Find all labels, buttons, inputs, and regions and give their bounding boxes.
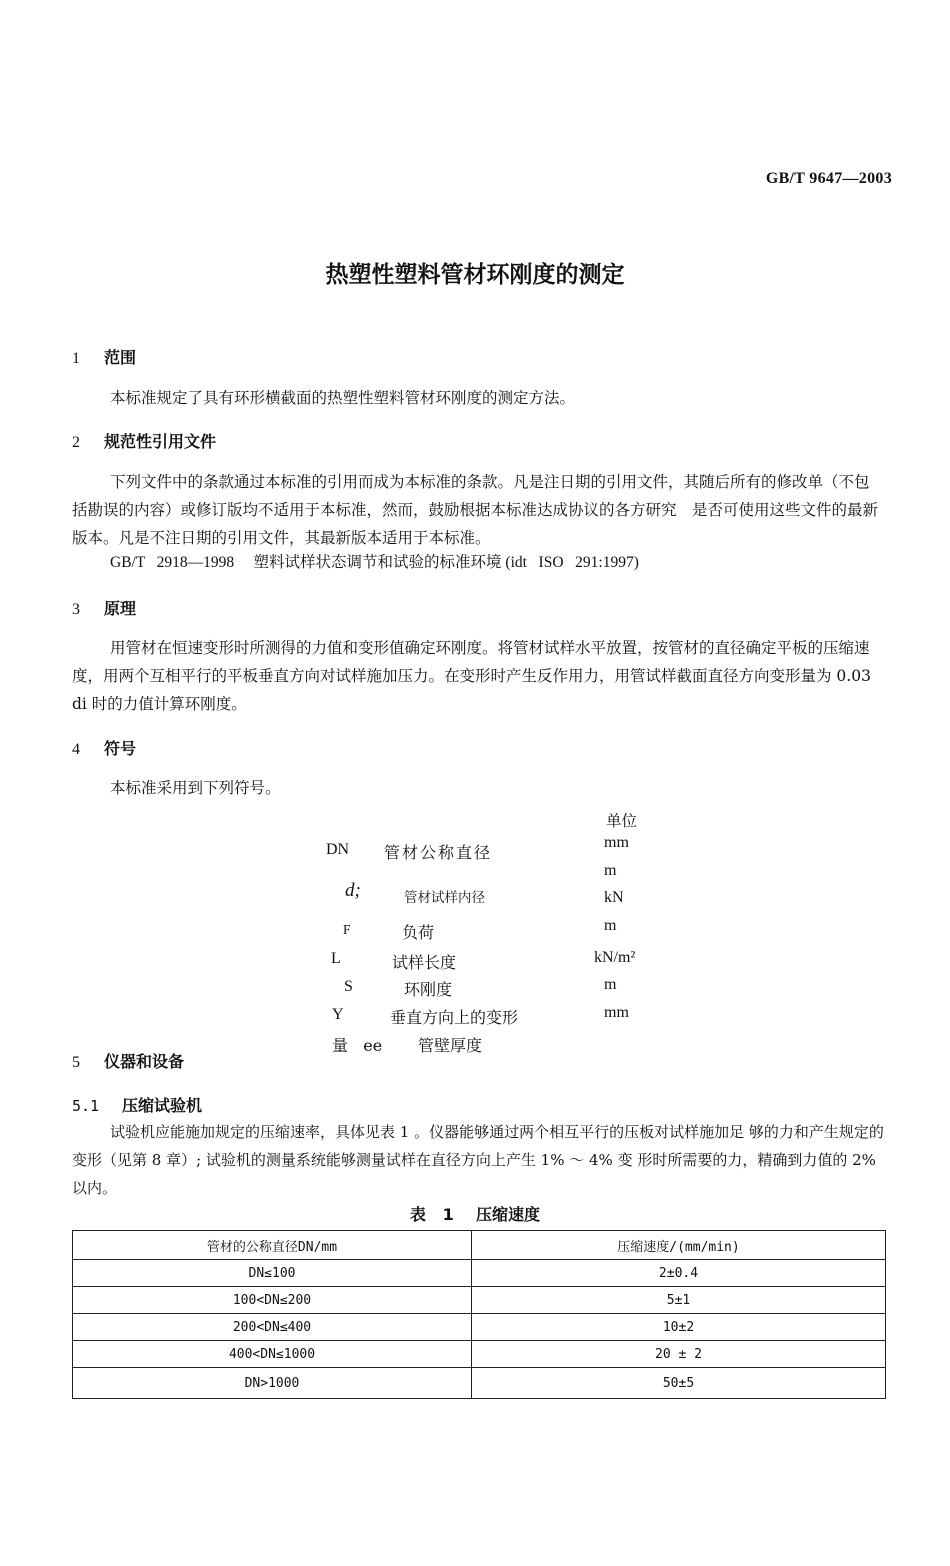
table-row — [73, 1287, 886, 1314]
symbol-s: S — [344, 978, 353, 995]
table-header-row — [73, 1231, 886, 1260]
symbol-y-desc: 垂直方向上的变形 — [390, 1008, 519, 1027]
section-4-number: 4 — [72, 741, 80, 758]
symbol-dn: DN — [326, 841, 350, 858]
section-2-text: 下列文件中的条款通过本标准的引用而成为本标准的条款。凡是注日期的引用文件，其随后所有的修改单（不包括勘误的内容）或修订版均不适用于本标准，然而，鼓励根据本标准达成协议的各方研究 是否可使用这些文件的最新版本。凡是不注日期的引用文件，其最新版本适用于本标准。 — [72, 473, 879, 547]
table-cell-speed: 10±2 — [472, 1314, 886, 1341]
table-cell-speed: 20 ± 2 — [472, 1341, 886, 1368]
section-5-1-heading — [72, 1093, 202, 1116]
section-1-number: 1 — [72, 350, 80, 367]
table-cell-diameter: DN≤100 — [73, 1260, 472, 1287]
standard-code: GB/T 9647—2003 — [765, 170, 892, 187]
symbol-di-desc: 管材试样内径 — [404, 890, 485, 906]
section-5-1-title: 压缩试验机 — [122, 1096, 203, 1115]
table-1-caption: 表 1 压缩速度 — [409, 1205, 541, 1224]
table-cell-speed: 50±5 — [472, 1368, 886, 1399]
section-1-text: 本标准规定了具有环形横截面的热塑性塑料管材环刚度的测定方法。 — [110, 389, 576, 407]
table-header-speed: 压缩速度/(mm/min) — [472, 1231, 886, 1260]
section-1-title: 范围 — [104, 348, 137, 367]
section-2-heading — [72, 429, 216, 452]
section-3-text: 用管材在恒速变形时所测得的力值和变形值确定环刚度。将管材试样水平放置，按管材的直径确定平板的压缩速度，用两个互相平行的平板垂直方向对试样施加压力。在变形时产生反作用力，用管试样截面直径方向变形量为 0.03 di 时的力值计算环刚度。 — [72, 639, 871, 713]
unit-header: 单位 — [606, 812, 638, 830]
symbol-l-desc: 试样长度 — [392, 953, 457, 972]
table-cell-speed: 2±0.4 — [472, 1260, 886, 1287]
table-row — [73, 1314, 886, 1341]
symbol-f: F — [343, 922, 351, 937]
section-1-heading — [72, 345, 136, 368]
section-3-number: 3 — [72, 601, 80, 618]
section-2-number: 2 — [72, 434, 80, 451]
unit-2: kN — [604, 889, 624, 906]
table-row — [73, 1368, 886, 1399]
symbol-y: Y — [332, 1006, 344, 1023]
table-row — [73, 1260, 886, 1287]
unit-0: mm — [604, 834, 629, 851]
section-5-1-text: 试验机应能施加规定的压缩速率，具体见表 1 。仪器能够通过两个相互平行的压板对试样施加足 够的力和产生规定的变形（见第 8 章）; 试验机的测量系统能够测量试样在直径方向上产生 1% ～ 4% 变 形时所需要的力，精确到力值的 2% 以内。 — [72, 1123, 884, 1197]
unit-3: m — [604, 917, 617, 934]
section-3-heading — [72, 596, 136, 619]
section-2-title: 规范性引用文件 — [104, 432, 217, 451]
section-4-heading — [72, 736, 136, 759]
table-cell-speed: 5±1 — [472, 1287, 886, 1314]
section-3-title: 原理 — [104, 599, 137, 618]
document-title: 热塑性塑料管材环刚度的测定 — [325, 262, 625, 288]
section-5-heading — [72, 1049, 184, 1072]
unit-6: mm — [604, 1004, 629, 1021]
table-cell-diameter: DN>1000 — [73, 1368, 472, 1399]
symbol-f-desc: 负荷 — [402, 923, 435, 942]
unit-1: m — [604, 862, 617, 879]
section-5-1-number: 5.1 — [72, 1097, 100, 1115]
table-row — [73, 1341, 886, 1368]
symbol-dn-desc: 管材公称直径 — [384, 843, 493, 862]
symbol-l: L — [331, 950, 341, 967]
table-cell-diameter: 200<DN≤400 — [73, 1314, 472, 1341]
symbol-e: 量 ee — [332, 1036, 383, 1055]
table-cell-diameter: 400<DN≤1000 — [73, 1341, 472, 1368]
symbol-s-desc: 环刚度 — [404, 980, 453, 999]
normative-reference: GB/T 2918—1998 塑料试样状态调节和试验的标准环境 (idt ISO 291:1997) — [110, 554, 639, 571]
section-5-title: 仪器和设备 — [104, 1052, 185, 1071]
table-cell-diameter: 100<DN≤200 — [73, 1287, 472, 1314]
unit-4: kN/m² — [594, 949, 636, 966]
symbol-e-desc: 管壁厚度 — [418, 1036, 483, 1055]
table-header-diameter: 管材的公称直径DN/mm — [73, 1231, 472, 1260]
section-5-number: 5 — [72, 1054, 80, 1071]
compression-speed-table — [72, 1230, 886, 1399]
section-4-title: 符号 — [104, 739, 137, 758]
section-4-intro: 本标准采用到下列符号。 — [110, 779, 281, 797]
symbol-di: d; — [345, 880, 361, 901]
unit-5: m — [604, 976, 617, 993]
